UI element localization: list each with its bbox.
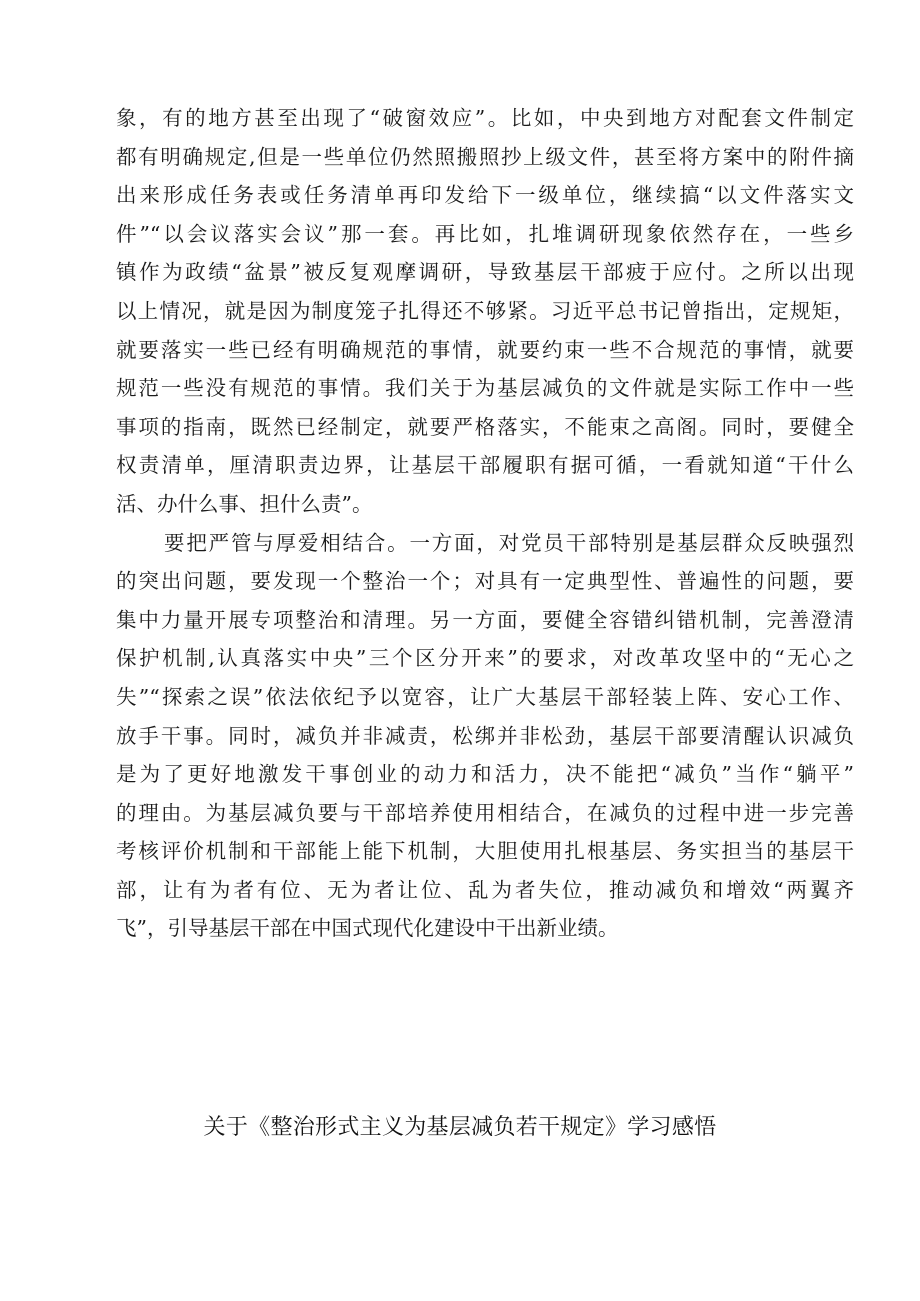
text-line: 的突出问题，要发现一个整治一个；对具有一定典型性、普遍性的问题，要 (116, 569, 854, 594)
text-line: 事项的指南，既然已经制定，就要严格落实，不能束之高阁。同时，要健全 (116, 414, 854, 439)
text-line: 象，有的地方甚至出现了“破窗效应”。比如，中央到地方对配套文件制定 (116, 106, 854, 130)
text-line: 权责清单，厘清职责边界，让基层干部履职有据可循，一看就知道“干什么 (116, 453, 854, 478)
text-line: 集中力量开展专项整治和清理。另一方面，要健全容错纠错机制，完善澄清 (116, 607, 854, 632)
paragraph-2 (116, 524, 854, 949)
text-line: 失”“探索之误”依法依纪予以宽容，让广大基层干部轻装上阵、安心工作、 (116, 684, 854, 709)
text-line: 都有明确规定,但是一些单位仍然照搬照抄上级文件，甚至将方案中的附件摘 (116, 144, 854, 169)
text-line: 的理由。为基层减负要与干部培养使用相结合，在减负的过程中进一步完善 (116, 800, 854, 825)
text-line: 件”“以会议落实会议”那一套。再比如，扎堆调研现象依然存在，一些乡 (116, 221, 854, 246)
text-line: 出来形成任务表或任务清单再印发给下一级单位，继续搞“以文件落实文 (116, 183, 854, 208)
text-line: 以上情况，就是因为制度笼子扎得还不够紧。习近平总书记曾指出，定规矩， (116, 298, 854, 323)
text-line: 放手干事。同时，减负并非减责，松绑并非松劲，基层干部要清醒认识减负 (116, 723, 854, 748)
text-line: 要把严管与厚爱相结合。一方面，对党员干部特别是基层群众反映强烈 (164, 530, 854, 555)
text-line: 活、办什么事、担什么责”。 (116, 491, 373, 516)
text-line: 就要落实一些已经有明确规范的事情，就要约束一些不合规范的事情，就要 (116, 337, 854, 362)
text-line: 部，让有为者有位、无为者让位、乱为者失位，推动减负和增效“两翼齐 (116, 877, 854, 902)
text-line: 考核评价机制和干部能上能下机制，大胆使用扎根基层、务实担当的基层干 (116, 839, 854, 864)
text-line: 是为了更好地激发干事创业的动力和活力，决不能把“减负”当作“躺平” (116, 762, 854, 787)
text-line: 规范一些没有规范的事情。我们关于为基层减负的文件就是实际工作中一些 (116, 376, 854, 401)
document-body (116, 99, 854, 948)
text-line: 镇作为政绩“盆景”被反复观摩调研，导致基层干部疲于应付。之所以出现 (116, 260, 854, 285)
text-line: 飞”，引导基层干部在中国式现代化建设中干出新业绩。 (116, 916, 619, 941)
paragraph-1 (116, 99, 854, 524)
text-line: 保护机制,认真落实中央”三个区分开来”的要求，对改革攻坚中的“无心之 (116, 646, 854, 671)
section-title: 关于《整治形式主义为基层减负若干规定》学习感悟 (203, 1115, 717, 1140)
